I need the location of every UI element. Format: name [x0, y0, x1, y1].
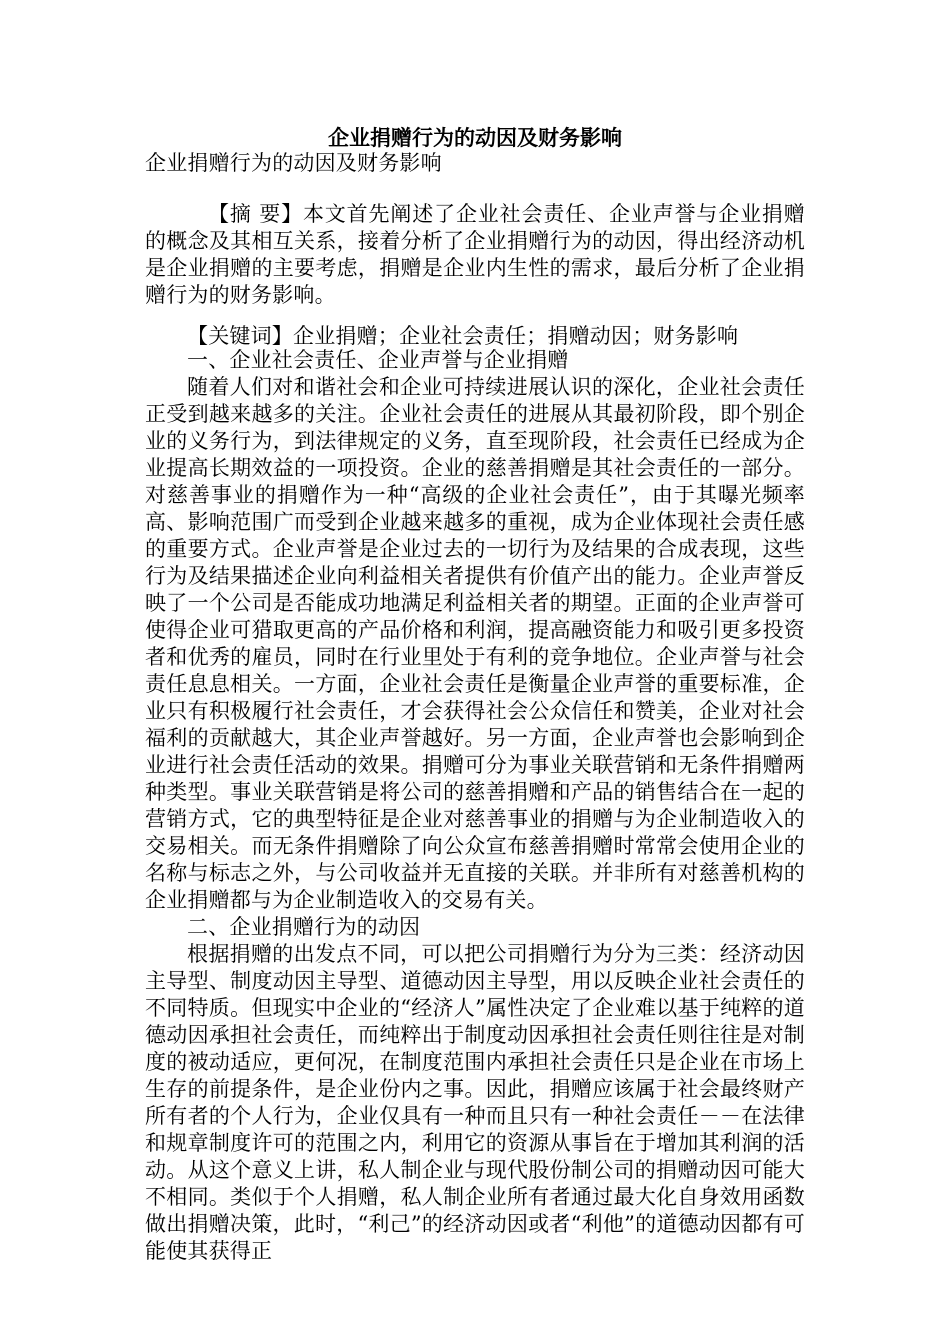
document-subtitle: 企业捐赠行为的动因及财务影响: [145, 151, 442, 175]
section-paragraph-1: 随着人们对和谐社会和企业可持续进展认识的深化，企业社会责任正受到越来越多的关注。企业社会责任的进展从其最初阶段，即个别企业的义务行为，到法律规定的义务，直至现阶段，社会责任已经成为企业提高长期效益的一项投资。企业的慈善捐赠是其社会责任的一部分。对慈善事业的捐赠作为一种“高级的企业社会责任”，由于其曝光频率高、影响范围广而受到企业越来越多的重视，成为企业体现社会责任感的重要方式。企业声誉是企业过去的一切行为及结果的合成表现，这些行为及结果描述企业向利益相关者提供有价值产出的能力。企业声誉反映了一个公司是否能成功地满足利益相关者的期望。正面的企业声誉可使得企业可猎取更高的产品价格和利润，提高融资能力和吸引更多投资者和优秀的雇员，同时在行业里处于有利的竞争地位。企业声誉与社会责任息息相关。一方面，企业社会责任是衡量企业声誉的重要标准，企业只有积极履行社会责任，才会获得社会公众信任和赞美，企业对社会福利的贡献越大，其企业声誉越好。另一方面，企业声誉也会影响到企业进行社会责任活动的效果。捐赠可分为事业关联营销和无条件捐赠两种类型。事业关联营销是将公司的慈善捐赠和产品的销售结合在一起的营销方式，它的典型特征是企业对慈善事业的捐赠与为企业制造收入的交易相关。而无条件捐赠除了向公众宣布慈善捐赠时常常会使用企业的名称与标志之外，与公司收益并无直接的关联。并非所有对慈善机构的企业捐赠都与为企业制造收入的交易有关。: [145, 375, 805, 912]
abstract-paragraph: 【摘 要】本文首先阐述了企业社会责任、企业声誉与企业捐赠的概念及其相互关系，接着分析了企业捐赠行为的动因，得出经济动机是企业捐赠的主要考虑，捐赠是企业内生性的需求，最后分析了企业捐赠行为的财务影响。: [145, 202, 805, 307]
document-title: 企业捐赠行为的动因及财务影响: [328, 126, 622, 150]
body-text: [145, 347, 805, 1265]
section-paragraph-2: 根据捐赠的出发点不同，可以把公司捐赠行为分为三类：经济动因主导型、制度动因主导型、道德动因主导型，用以反映企业社会责任的不同特质。但现实中企业的“经济人”属性决定了企业难以基于纯粹的道德动因承担社会责任，而纯粹出于制度动因承担社会责任则往往是对制度的被动适应，更何况，在制度范围内承担社会责任只是企业在市场上生存的前提条件，是企业份内之事。因此，捐赠应该属于社会最终财产所有者的个人行为，企业仅具有一种而且只有一种社会责任－－在法律和规章制度许可的范围之内，利用它的资源从事旨在于增加其利润的活动。从这个意义上讲，私人制企业与现代股份制公司的捐赠动因可能大不相同。类似于个人捐赠，私人制企业所有者通过最大化自身效用函数做出捐赠决策，此时，“利己”的经济动因或者“利他”的道德动因都有可能使其获得正: [145, 942, 805, 1263]
keywords-line: 【关键词】企业捐赠；企业社会责任；捐赠动因；财务影响: [187, 324, 739, 348]
section-heading-1: 一、企业社会责任、企业声誉与企业捐赠: [187, 348, 569, 372]
section-heading-2: 二、企业捐赠行为的动因: [187, 915, 421, 939]
